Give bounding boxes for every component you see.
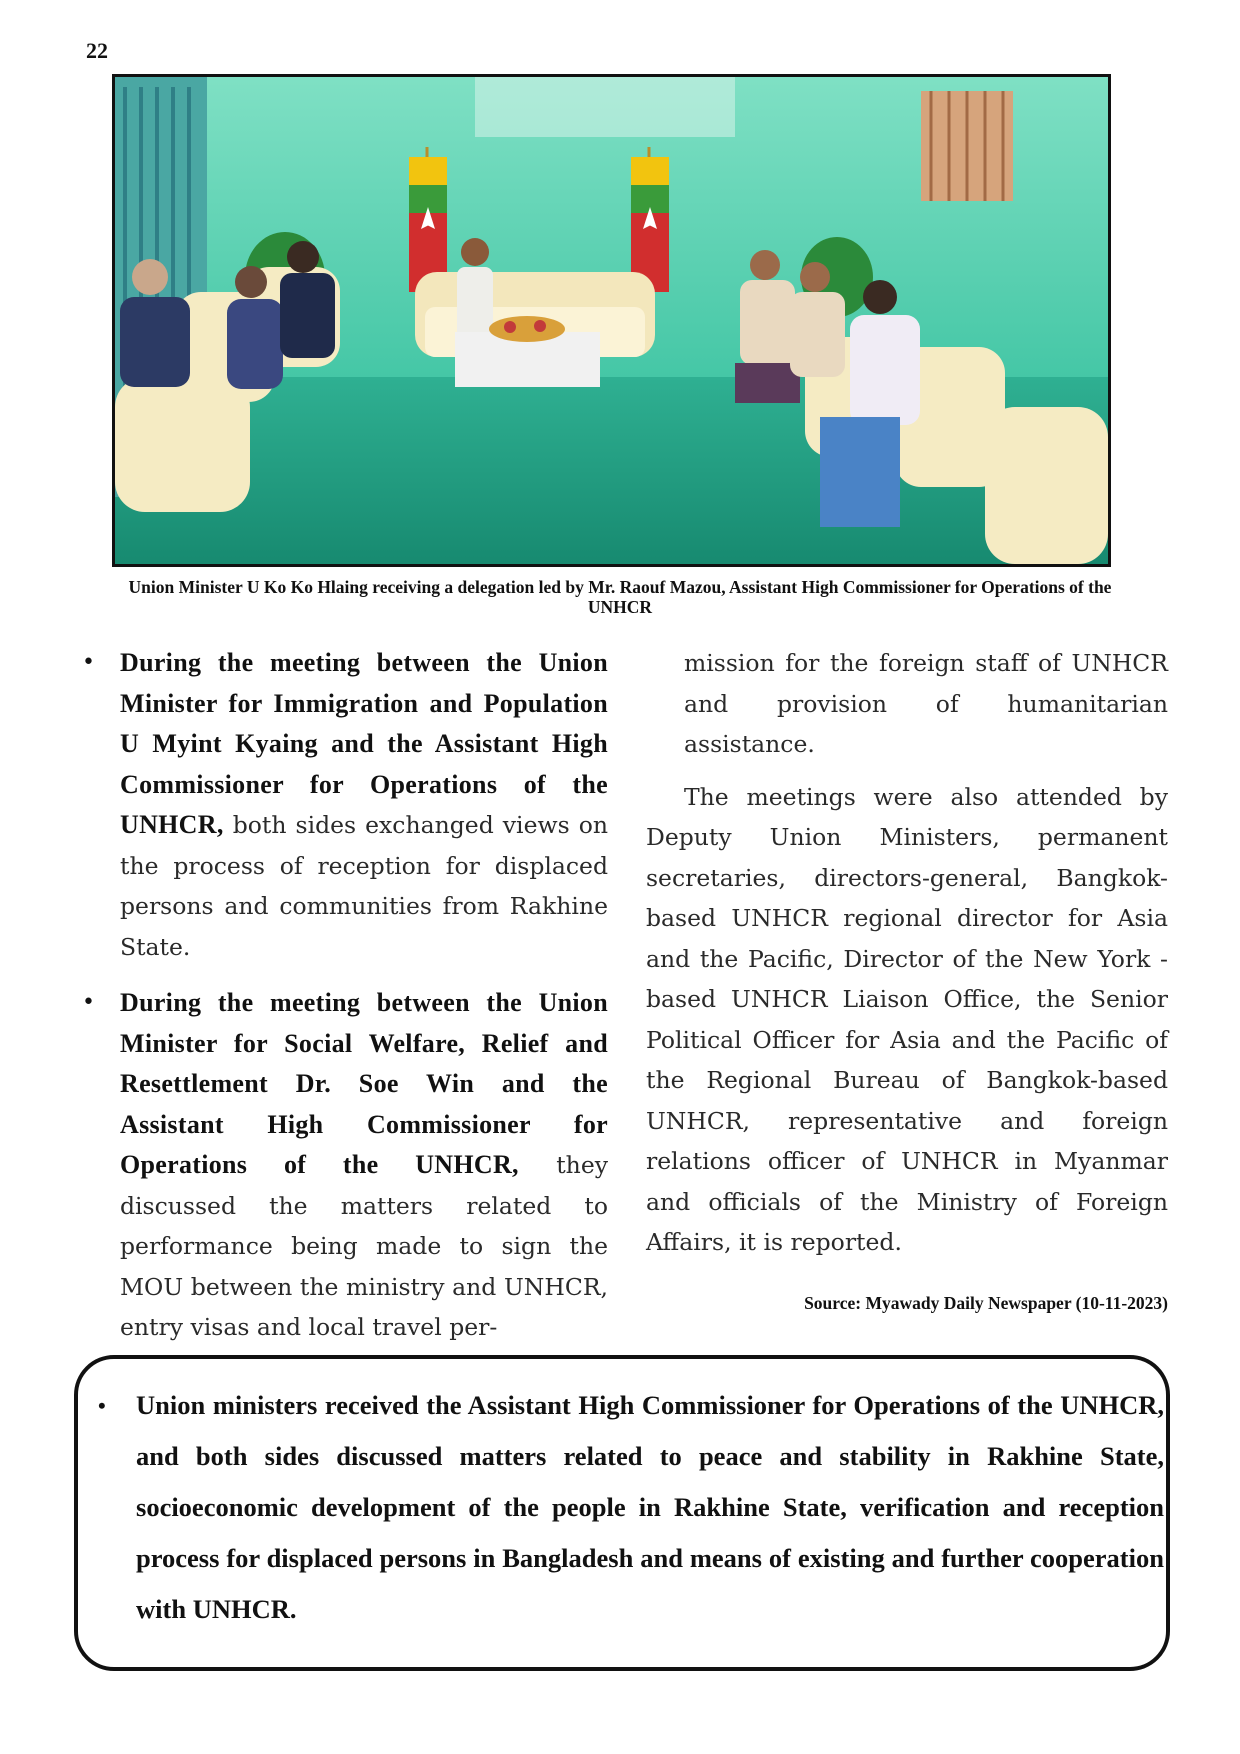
summary-text: Union ministers received the Assistant High Commissioner for Operations of the UNHCR, and both sides discussed matters related to peace and stability in Rakhine State, socioeconomic development of the people in Rakhine State, verification and reception process for displaced persons in Bangladesh and means of existing and further cooperation with UNHCR. <box>136 1390 1164 1624</box>
page-number: 22 <box>86 38 108 63</box>
photo-caption: Union Minister U Ko Ko Hlaing receiving a delegation led by Mr. Raouf Mazou, Assistant High Commissioner for Operations of the UNHCR <box>128 577 1112 617</box>
bullet-item <box>80 643 608 967</box>
bullet-item <box>80 983 608 1348</box>
body-paragraph: The meetings were also attended by Deputy Union Ministers, permanent secretaries, directors-general, Bangkok-based UNHCR regional director for Asia and the Pacific, Director of the New York -based UNHCR Liaison Office, the Senior Political Officer for Asia and the Pacific of the Regional Bureau of Bangkok-based UNHCR, representative and foreign relations officer of UNHCR in Myanmar and officials of the Ministry of Foreign Affairs, it is reported. <box>646 782 1168 1256</box>
bullet-text: they discussed the matters related to performance being made to sign the MOU between the ministry and UNHCR, entry visas and local travel per- <box>120 1151 608 1341</box>
right-column <box>646 643 1168 1275</box>
bullet-bold-text: During the meeting between the Union Minister for Immigration and Population U Myint Kyaing and the Assistant High Commissioner for Operations of the UNHCR, <box>120 648 608 839</box>
meeting-photo <box>112 74 1111 567</box>
left-column <box>80 643 608 1364</box>
source-credit: Source: Myawady Daily Newspaper (10-11-2023) <box>804 1293 1168 1313</box>
bullet-icon: • <box>82 650 95 675</box>
summary-box <box>74 1355 1170 1671</box>
bullet-icon: • <box>98 1393 106 1418</box>
bullet-bold-text: During the meeting between the Union Minister for Social Welfare, Relief and Resettlement Dr. Soe Win and the Assistant High Commissioner for Operations of the UNHCR, <box>120 988 608 1179</box>
bullet-text: both sides exchanged views on the process of reception for displaced persons and communities from Rakhine State. <box>120 811 608 961</box>
summary-item <box>98 1380 1164 1635</box>
continuation-paragraph: mission for the foreign staff of UNHCR and provision of humanitarian assistance. <box>684 649 1168 758</box>
bullet-icon: • <box>82 990 95 1015</box>
